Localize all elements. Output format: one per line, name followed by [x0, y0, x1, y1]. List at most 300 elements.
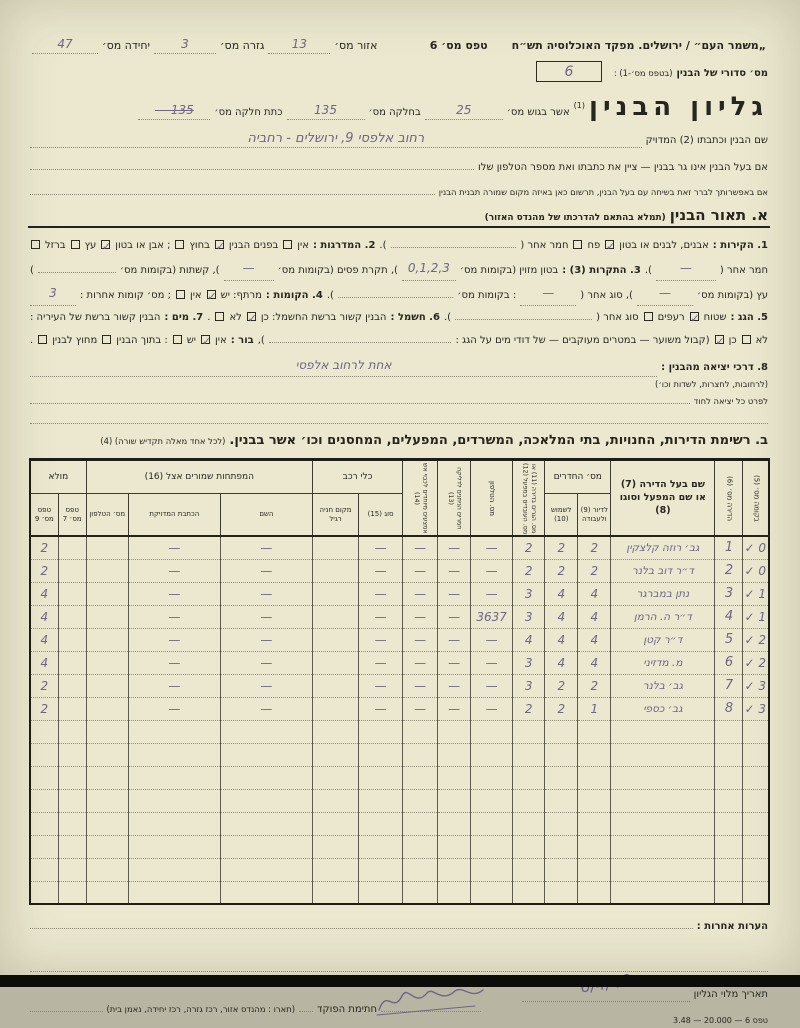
label-text: 8. דרכי יציאה מהבנין :: [661, 361, 768, 373]
cell-use: 2: [545, 559, 578, 582]
cell-living: [578, 812, 611, 835]
cell-flammable: [438, 720, 471, 743]
cell-vtype: [359, 881, 403, 904]
area-assignments-line: [30, 34, 379, 54]
units-table-header: [30, 460, 769, 537]
label-text: 1. הקירות :: [712, 239, 768, 251]
cell-f7: [58, 651, 86, 674]
cell-name: [611, 881, 715, 904]
cell-f9: [30, 766, 58, 789]
label-text: ברזל: [45, 239, 66, 251]
cell-kaddr: —: [128, 651, 220, 674]
table-row: [30, 605, 769, 628]
cell-f7: [58, 743, 86, 766]
cell-f9: 4: [30, 651, 58, 674]
checkbox-empty: [102, 335, 111, 344]
cell-kphone: [86, 628, 128, 651]
cell-floor: 1 ✓: [743, 605, 769, 628]
label-text: גזרה מס׳: [219, 39, 265, 52]
checkbox-checked: [101, 240, 110, 249]
label-text: 2. המדרגות :: [312, 239, 376, 251]
handwritten-text: —: [658, 285, 671, 300]
cell-f7: [58, 881, 86, 904]
building-plan-note-line: [28, 182, 770, 198]
dotted-leader: [391, 234, 517, 248]
cell-flammable: [438, 743, 471, 766]
cell-f9: 4: [30, 628, 58, 651]
table-row-empty: [30, 789, 769, 812]
cell-apt: 1: [715, 536, 743, 559]
handwritten-text: —: [679, 260, 692, 275]
dotted-leader: [338, 284, 453, 298]
cell-f7: [58, 858, 86, 881]
cell-fire: —: [403, 536, 438, 559]
cell-use: 4: [545, 605, 578, 628]
label-text: מרתף: יש: [220, 289, 262, 301]
col-header-rooms-use: לשמוש (10): [545, 494, 578, 536]
cell-f7: [58, 720, 86, 743]
table-row: [30, 651, 769, 674]
cell-living: [578, 743, 611, 766]
label-text: אין: [215, 334, 227, 346]
signature-zone: [28, 980, 770, 1028]
label-text: ; אבן או בטון: [115, 239, 171, 251]
cell-floor: 2 ✓: [743, 628, 769, 651]
cell-persons: 4: [513, 628, 545, 651]
label-text: ), סוג אחר (: [580, 289, 633, 301]
dotted-leader: [30, 390, 690, 404]
cell-f7: [58, 697, 86, 720]
cell-floor: [743, 743, 769, 766]
cell-apt: [715, 835, 743, 858]
cell-fire: —: [403, 674, 438, 697]
label-text: חתימת הפוקד: [317, 1003, 377, 1015]
cell-kphone: [86, 651, 128, 674]
cell-persons: 3: [513, 651, 545, 674]
cell-flammable: [438, 766, 471, 789]
units-table-body: [30, 536, 769, 904]
cell-f9: [30, 858, 58, 881]
label-text: גליון הבנין: [589, 92, 768, 122]
cell-kname: [220, 858, 312, 881]
building-address-line: [28, 128, 770, 148]
cell-name: גב׳ רוזה קלצקין: [611, 536, 715, 559]
cell-phone: [471, 881, 513, 904]
cell-name: [611, 720, 715, 743]
cell-f7: [58, 789, 86, 812]
cell-living: 2: [578, 536, 611, 559]
cell-f9: [30, 789, 58, 812]
checkbox-checked: [215, 240, 224, 249]
cell-living: 4: [578, 605, 611, 628]
col-header-owner: [611, 460, 715, 537]
cell-living: [578, 766, 611, 789]
label-text: כתת חלקה מס׳: [214, 107, 283, 118]
cell-kname: —: [220, 536, 312, 559]
cell-fire: —: [403, 605, 438, 628]
cell-name: ד״ר דוב בלנר: [611, 559, 715, 582]
cell-vpark: [312, 881, 358, 904]
dotted-leader: [30, 411, 768, 425]
cell-flammable: —: [438, 697, 471, 720]
cell-use: [545, 835, 578, 858]
cell-kphone: [86, 858, 128, 881]
dotted-leader: [455, 307, 592, 321]
cell-name: נתן במברגר: [611, 582, 715, 605]
cell-vtype: —: [359, 628, 403, 651]
cell-living: 2: [578, 559, 611, 582]
cell-vpark: [312, 697, 358, 720]
cell-fire: —: [403, 582, 438, 605]
cell-kaddr: —: [128, 697, 220, 720]
cell-kphone: [86, 789, 128, 812]
cell-apt: [715, 766, 743, 789]
checkbox-empty: [742, 335, 751, 344]
cell-fire: [403, 766, 438, 789]
handwritten-text: —: [242, 260, 255, 275]
cell-fire: [403, 812, 438, 835]
cell-kname: —: [220, 605, 312, 628]
cell-vpark: [312, 628, 358, 651]
cell-vpark: [312, 720, 358, 743]
table-row: [30, 674, 769, 697]
cell-living: [578, 789, 611, 812]
cell-fire: [403, 858, 438, 881]
cell-flammable: —: [438, 674, 471, 697]
cell-fire: [403, 720, 438, 743]
cell-vtype: [359, 789, 403, 812]
fill-in-field: [520, 282, 576, 306]
form-title-line: [28, 94, 770, 120]
handwritten-text: 0,1,2,3: [407, 260, 450, 275]
label-text: ): [30, 264, 34, 276]
cell-persons: [513, 789, 545, 812]
label-text: (קבול משוער — במטרים מעוקבים — של דודי מים על הגג :: [455, 334, 710, 346]
label-text: (בטפס מס׳-1) :: [613, 67, 673, 78]
col-header-keys-phone: מס׳ הטלפון: [86, 494, 128, 536]
cell-flammable: —: [438, 628, 471, 651]
cell-use: [545, 881, 578, 904]
fill-in-field: [402, 257, 456, 281]
cell-living: 4: [578, 628, 611, 651]
cell-kaddr: —: [128, 605, 220, 628]
cell-kphone: [86, 582, 128, 605]
fill-in-field: [287, 100, 365, 120]
cell-phone: [471, 766, 513, 789]
label-text: : בקומות מס׳: [457, 289, 517, 301]
section-a-rule: [28, 226, 770, 228]
cell-persons: [513, 812, 545, 835]
checkbox-checked: [247, 312, 256, 321]
cell-kname: [220, 743, 312, 766]
dotted-leader: [30, 915, 693, 929]
label-text: בור :: [230, 334, 254, 346]
cell-kname: [220, 835, 312, 858]
label-text: „משמר העם״ / ירושלים. מפקד האוכלוסיה תש״ח: [511, 39, 766, 52]
cell-vtype: —: [359, 651, 403, 674]
cell-f7: [58, 582, 86, 605]
cell-vpark: [312, 651, 358, 674]
section-a: [28, 206, 770, 424]
cell-phone: 3637: [471, 605, 513, 628]
dotted-leader: [30, 959, 768, 973]
cell-kname: —: [220, 582, 312, 605]
cell-kphone: [86, 881, 128, 904]
cell-vtype: [359, 835, 403, 858]
cell-f7: [58, 559, 86, 582]
cell-living: [578, 720, 611, 743]
checkbox-empty: [215, 312, 224, 321]
cell-floor: 1 ✓: [743, 582, 769, 605]
cell-f7: [58, 674, 86, 697]
label-text: אם באפשרותך לברר זאת בשיחה עם בעל הבנין, תרשום כאן באיזה מקום שמורה תבנית הבנין: [438, 187, 768, 198]
cell-kaddr: [128, 858, 220, 881]
label-text: ), קשתות (בקומות מס׳: [119, 264, 220, 276]
label-text: בחוץ: [189, 239, 210, 251]
cell-flammable: [438, 789, 471, 812]
label-text: ).: [644, 264, 652, 276]
dotted-leader: [30, 998, 103, 1012]
cell-floor: [743, 812, 769, 835]
label-text: ).: [326, 289, 334, 301]
owner-address-line: [28, 156, 770, 173]
col-header-keys-name: השם: [220, 494, 312, 536]
cell-phone: [471, 720, 513, 743]
cell-apt: 4: [715, 605, 743, 628]
col-header-apartment-label: הדירה מס׳ (6): [725, 475, 734, 521]
masthead: [428, 39, 768, 52]
checkbox-checked: [690, 312, 699, 321]
label-text: 4. הקומות :: [265, 289, 323, 301]
cell-floor: 3 ✓: [743, 674, 769, 697]
label-text: .: [30, 334, 34, 346]
cell-persons: [513, 766, 545, 789]
cell-floor: [743, 789, 769, 812]
checkbox-empty: [38, 335, 47, 344]
checkbox-empty: [31, 240, 40, 249]
cell-apt: [715, 720, 743, 743]
cell-kphone: [86, 720, 128, 743]
cell-use: [545, 812, 578, 835]
label-text: עץ (בקומות מס׳: [696, 289, 768, 301]
cell-flammable: —: [438, 605, 471, 628]
handwritten-text: 6: [564, 63, 574, 80]
cell-kaddr: —: [128, 536, 220, 559]
cell-vpark: [312, 674, 358, 697]
col-header-fire-label: אמצעים מיוחדים לכבוי אש (14): [413, 462, 429, 534]
cell-persons: 2: [513, 559, 545, 582]
col-header-rooms-group: מס׳ החדרים: [545, 460, 611, 494]
label-text: מחוץ לבנין: [52, 334, 98, 346]
cell-use: [545, 766, 578, 789]
cell-f9: [30, 720, 58, 743]
cell-kphone: [86, 559, 128, 582]
cell-vpark: [312, 743, 358, 766]
label-text: יש: [186, 334, 197, 346]
cell-kaddr: [128, 789, 220, 812]
table-row: [30, 628, 769, 651]
label-text: יחידה מס׳: [102, 39, 150, 52]
signature-line: [28, 998, 483, 1015]
fill-in-field: [224, 257, 274, 281]
col-header-persons: [513, 460, 545, 537]
cell-kname: [220, 720, 312, 743]
cell-kname: [220, 881, 312, 904]
label-text: מס׳ סדורי של הבנין: [676, 67, 768, 79]
cell-flammable: [438, 881, 471, 904]
handwritten-text: 135 —: [155, 103, 194, 117]
cell-persons: 2: [513, 697, 545, 720]
cell-kname: —: [220, 697, 312, 720]
cell-kaddr: —: [128, 628, 220, 651]
cell-phone: —: [471, 582, 513, 605]
cell-flammable: —: [438, 559, 471, 582]
cell-vtype: [359, 743, 403, 766]
walls-stairs-line: [28, 234, 770, 256]
cell-floor: 0 ✓: [743, 559, 769, 582]
cell-living: 4: [578, 582, 611, 605]
col-header-form7: טפס מס׳ 7: [58, 494, 86, 536]
cell-f9: 2: [30, 536, 58, 559]
cell-kaddr: [128, 720, 220, 743]
cell-kname: —: [220, 559, 312, 582]
scan-edge-bar: [0, 975, 800, 987]
cell-fire: —: [403, 651, 438, 674]
cell-vtype: —: [359, 674, 403, 697]
cell-name: ד״ר ה. הרמן: [611, 605, 715, 628]
label-text: חמר אחר (: [520, 239, 569, 251]
cell-vtype: [359, 858, 403, 881]
cell-use: 4: [545, 651, 578, 674]
cell-fire: [403, 881, 438, 904]
label-text: טפס מס׳ 6: [429, 39, 488, 52]
cell-kphone: [86, 812, 128, 835]
cell-name: גב׳ בלנר: [611, 674, 715, 697]
cell-vtype: [359, 812, 403, 835]
label-text: 7. מים :: [164, 312, 204, 324]
cell-f9: 2: [30, 674, 58, 697]
cell-persons: [513, 835, 545, 858]
cell-name: גב׳ כספי: [611, 697, 715, 720]
cell-kaddr: [128, 881, 220, 904]
cell-name: מ. מדזיני: [611, 651, 715, 674]
cell-f9: [30, 743, 58, 766]
cell-kphone: [86, 674, 128, 697]
col-header-floor-label: בקומה מס׳ (5): [752, 474, 761, 522]
cell-persons: 2: [513, 536, 545, 559]
cell-persons: [513, 881, 545, 904]
form-print-number: טפס 6 — 20.000 — 3.48: [672, 1016, 768, 1026]
table-row: [30, 559, 769, 582]
fill-in-field: [32, 34, 98, 54]
cell-apt: [715, 743, 743, 766]
cell-use: [545, 858, 578, 881]
cell-floor: [743, 835, 769, 858]
label-text: לפרט כל יציאה לחוד: [693, 395, 768, 406]
inspector-signature: [375, 984, 490, 1020]
handwritten-text: 25: [456, 103, 472, 117]
label-text: הערות אחרות :: [696, 920, 768, 932]
cell-living: 1: [578, 697, 611, 720]
cell-kphone: [86, 697, 128, 720]
cell-f9: [30, 881, 58, 904]
label-text: ; מס׳ קומות אחרות :: [80, 289, 171, 301]
cell-vpark: [312, 559, 358, 582]
cell-vpark: [312, 858, 358, 881]
building-serial-line: [28, 61, 770, 82]
fill-in-field: [656, 257, 716, 281]
fill-in-field: [425, 100, 503, 120]
cell-name: [611, 835, 715, 858]
cell-flammable: —: [438, 582, 471, 605]
cell-kname: —: [220, 651, 312, 674]
cell-fire: [403, 789, 438, 812]
cell-kaddr: [128, 835, 220, 858]
label-text: אין: [297, 239, 309, 251]
cell-kaddr: —: [128, 674, 220, 697]
table-row: [30, 536, 769, 559]
cell-apt: 7: [715, 674, 743, 697]
label-text: (1): [573, 101, 586, 110]
cell-persons: [513, 720, 545, 743]
cell-phone: [471, 835, 513, 858]
cell-name: ד״ר קטן: [611, 628, 715, 651]
cell-phone: —: [471, 697, 513, 720]
cell-floor: [743, 720, 769, 743]
col-header-apartment: [715, 460, 743, 537]
checkbox-empty: [644, 312, 653, 321]
label-text: אם בעל הבנין אינו גר בבנין — ציין את כתבתו ואת מספר הטלפון שלו: [478, 161, 768, 173]
cell-f7: [58, 536, 86, 559]
col-header-vehicles-group: כלי רכב: [312, 460, 402, 494]
fill-in-field: [268, 34, 330, 54]
cell-apt: [715, 789, 743, 812]
cell-persons: [513, 858, 545, 881]
exits-note-2: [28, 390, 770, 408]
label-text: בפנים הבנין: [228, 239, 279, 251]
label-text: ), תקרת פסים (בקומות מס׳: [277, 264, 398, 276]
table-row: [30, 582, 769, 605]
cell-f9: 2: [30, 697, 58, 720]
dotted-leader: [269, 329, 452, 343]
cell-f7: [58, 605, 86, 628]
cell-apt: 3: [715, 582, 743, 605]
cell-name: [611, 858, 715, 881]
cell-f7: [58, 812, 86, 835]
cell-vtype: —: [359, 697, 403, 720]
table-row-empty: [30, 812, 769, 835]
label-text: (לרחובות, לחצרות, לשדות וכו׳): [655, 378, 768, 389]
cell-f9: 4: [30, 582, 58, 605]
cell-vpark: [312, 835, 358, 858]
cell-name: [611, 789, 715, 812]
label-text: סוג אחר (: [596, 312, 639, 324]
cell-kaddr: —: [128, 559, 220, 582]
cell-vtype: [359, 766, 403, 789]
cell-use: 2: [545, 697, 578, 720]
cell-living: 4: [578, 651, 611, 674]
cell-vpark: [312, 766, 358, 789]
cell-floor: 2 ✓: [743, 651, 769, 674]
col-header-flammable-label: חמרים הניתנים לדליקה (13): [447, 466, 463, 530]
cell-phone: [471, 743, 513, 766]
checkbox-empty: [283, 240, 292, 249]
table-row-empty: [30, 766, 769, 789]
cell-kaddr: [128, 812, 220, 835]
cell-phone: —: [471, 559, 513, 582]
cell-f7: [58, 766, 86, 789]
col-header-persons-label: מס. הגרים בדירה (11) או מס. העובדים במפעל (12): [521, 462, 537, 534]
